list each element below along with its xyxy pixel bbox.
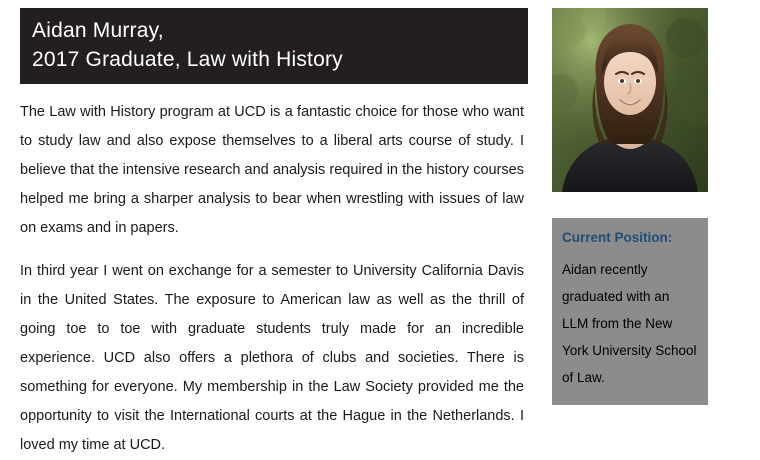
portrait-photo-image bbox=[552, 8, 708, 192]
graduate-qualification: 2017 Graduate, Law with History bbox=[32, 48, 343, 71]
right-column bbox=[552, 8, 708, 405]
testimonial-paragraph-1: The Law with History program at UCD is a fantastic choice for those who want to study law and also expose themselves to a liberal arts course of study. I believe that the intensive research and analysis required in the history courses helped me bring a sharper analysis to bear when wrestling with issues of law on exams and in papers. bbox=[20, 104, 524, 236]
current-position-box bbox=[552, 218, 708, 405]
name-banner bbox=[20, 8, 528, 84]
left-column bbox=[20, 8, 528, 460]
current-position-text: Aidan recently graduated with an LLM from the New York University School of Law. bbox=[562, 262, 697, 385]
current-position-title: Current Position: bbox=[562, 230, 673, 245]
testimonial-body bbox=[20, 98, 524, 460]
portrait-photo bbox=[552, 8, 708, 192]
testimonial-paragraph-2: In third year I went on exchange for a semester to University California Davis in the United States. The exposure to American law as well as the thrill of going toe to toe with graduate students truly made for an incredible experience. UCD also offers a plethora of clubs and societies. There is something for everyone. My membership in the Law Society provided me the opportunity to visit the International courts at the Hague in the Netherlands. I loved my time at UCD. bbox=[20, 263, 524, 453]
graduate-name: Aidan Murray, bbox=[32, 19, 164, 42]
